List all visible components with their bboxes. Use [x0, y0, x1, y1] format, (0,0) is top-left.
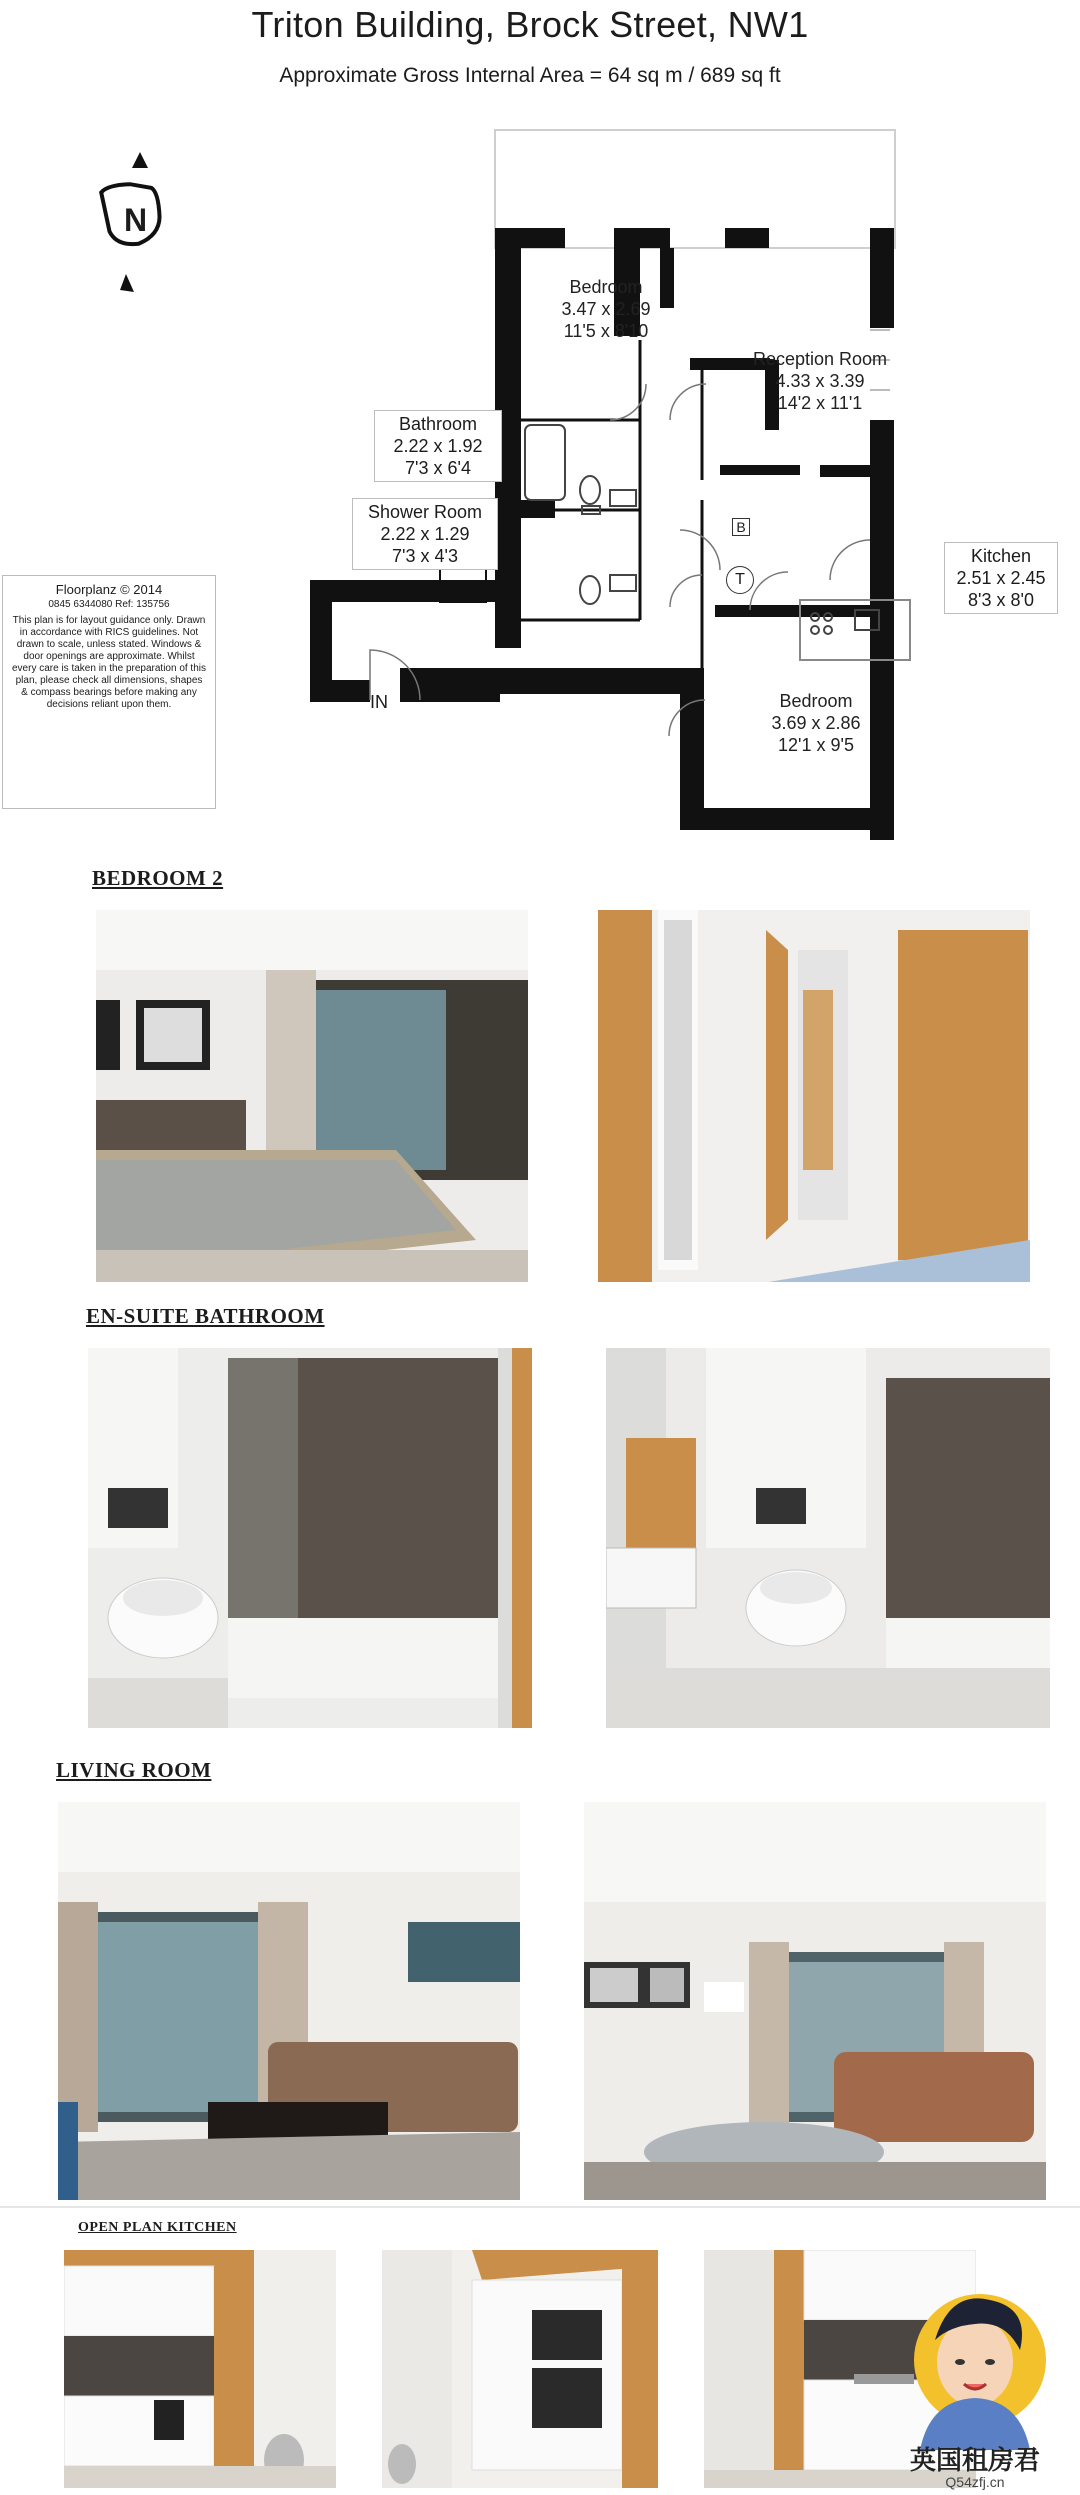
photo-kitchen-2 — [382, 2250, 658, 2488]
brand-url: Q54zfj.cn — [945, 2474, 1005, 2490]
photo-en-suite-wc — [606, 1348, 1050, 1728]
copyright-text: Floorplanz © 2014 — [55, 582, 163, 597]
section-heading-en-suite: EN-SUITE BATHROOM — [86, 1304, 325, 1328]
disclaimer-box — [2, 575, 216, 809]
room-label-bedroom-1: Bedroom 3.47 x 2.69 11'5 x 8'10 — [561, 277, 651, 341]
section-heading-kitchen: OPEN PLAN KITCHEN — [78, 2220, 237, 2235]
section-heading-living-room: LIVING ROOM — [56, 1758, 212, 1782]
kitchen-section-divider — [0, 2206, 1080, 2208]
reference-text: 0845 6344080 Ref: 135756 — [48, 599, 170, 610]
room-label-bedroom-2: Bedroom 3.69 x 2.86 12'1 x 9'5 — [771, 691, 861, 755]
room-label-shower-room: Shower Room 2.22 x 1.29 7'3 x 4'3 — [352, 498, 498, 570]
photo-bedroom-bed — [96, 910, 528, 1282]
photo-en-suite-bath — [88, 1348, 532, 1728]
plan-area-subtitle: Approximate Gross Internal Area = 64 sq m / 689 sq ft — [279, 64, 781, 87]
tank-marker: T — [726, 566, 754, 594]
section-heading-bedroom-2: BEDROOM 2 — [92, 866, 224, 890]
plan-title: Triton Building, Brock Street, NW1 — [251, 4, 809, 45]
compass-north-letter: N — [124, 202, 148, 238]
room-label-reception: Reception Room 4.33 x 3.39 14'2 x 11'1 — [752, 349, 888, 413]
photo-living-room-2 — [584, 1802, 1046, 2200]
photo-kitchen-1 — [64, 2250, 336, 2488]
boiler-marker: B — [732, 518, 750, 536]
room-label-kitchen: Kitchen 2.51 x 2.45 8'3 x 8'0 — [944, 542, 1058, 614]
room-label-bathroom: Bathroom 2.22 x 1.92 7'3 x 6'4 — [374, 410, 502, 482]
disclaimer-text: This plan is for layout guidance only. Drawn in accordance with RICS guidelines. Not drawn to scale, unless stated. Windows & door openings are approximate. Whilst every care is taken in the preparation of this plan, please check all dimensions, shapes & compass bearings before making any decisions reliant upon them. — [12, 615, 206, 710]
brand-name: 英国租房君 — [909, 2445, 1040, 2475]
photo-living-room-1 — [58, 1802, 520, 2200]
photo-bedroom-door — [598, 910, 1030, 1282]
entrance-label: IN — [370, 692, 388, 712]
